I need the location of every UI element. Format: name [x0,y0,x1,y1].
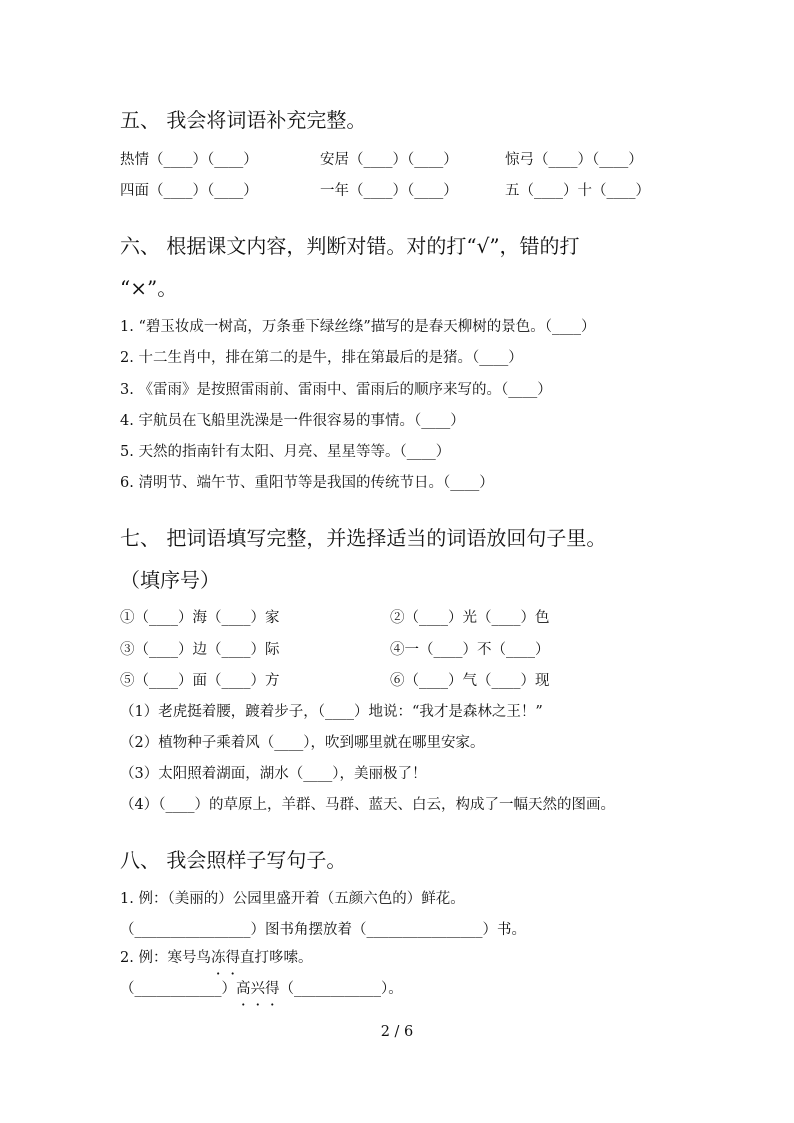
s8-ex2-fill-b: （____________）。 [279,981,403,997]
s7-word-5: ⑤（____）面（____）方 [120,673,280,689]
s6-item-3: 3. 《雷雨》是按照雷雨前、雷雨中、雷雨后的顺序来写的。（____） [120,382,552,398]
s6-item-5: 5. 天然的指南针有太阳、月亮、星星等等。（____） [120,444,451,460]
s5-word-2: 安居（____）（____） [320,152,458,168]
s7-sentence-1: （1）老虎挺着腰，踱着步子，（____）地说：“我才是森林之王！” [120,704,543,720]
s5-word-4: 四面（____）（____） [120,183,258,199]
s7-word-3: ③（____）边（____）际 [120,642,280,658]
section-6-title-line1: 六、 根据课文内容，判断对错。对的打“√”，错的打 [120,234,580,258]
s8-ex2-fill-emphasis-1: 高 [236,981,251,997]
s7-word-6: ⑥（____）气（____）现 [390,673,550,689]
s7-sentence-2: （2）植物种子乘着风（____），吹到哪里就在哪里安家。 [120,735,485,751]
s7-word-2: ②（____）光（____）色 [390,610,550,626]
s5-word-5: 一年（____）（____） [320,183,458,199]
s8-ex2-pre: 2. 例：寒号鸟 [120,950,211,966]
s6-item-4: 4. 宇航员在飞船里洗澡是一件很容易的事情。（____） [120,413,465,429]
s8-ex2-emphasis-2: 得 [225,950,240,966]
page-number: 2 / 6 [380,1024,414,1040]
s6-item-6: 6. 清明节、端午节、重阳节等是我国的传统节日。（____） [120,475,494,491]
s8-example-1-fill: （________________）图书角摆放着（________________）书。 [120,922,526,938]
s5-word-3: 惊弓（____）（____） [505,152,643,168]
section-6-title-line2: “×”。 [120,276,178,300]
s8-example-2-fill [120,982,403,997]
s8-ex2-fill-a: （____________） [120,981,236,997]
s7-word-4: ④一（____）不（____） [390,642,550,658]
s8-example-2 [120,951,312,966]
s7-word-1: ①（____）海（____）家 [120,610,280,626]
s8-example-1: 1. 例：（美丽的）公园里盛开着（五颜六色的）鲜花。 [120,891,465,907]
s5-word-1: 热情（____）（____） [120,152,258,168]
section-5-title: 五、 我会将词语补充完整。 [120,108,367,132]
s5-word-6: 五（____）十（____） [505,183,650,199]
s8-ex2-emphasis-1: 冻 [210,950,226,966]
s6-item-2: 2. 十二生肖中，排在第二的是牛，排在第最后的是猪。（____） [120,350,523,366]
s7-sentence-4: （4）（____）的草原上，羊群、马群、蓝天、白云，构成了一幅天然的图画。 [120,797,615,813]
s8-ex2-post: 直打哆嗦。 [239,950,313,966]
section-7-title-line1: 七、 把词语填写完整，并选择适当的词语放回句子里。 [120,526,607,550]
s7-sentence-3: （3）太阳照着湖面，湖水（____），美丽极了！ [120,766,427,782]
s6-item-1: 1. “碧玉妆成一树高，万条垂下绿丝绦”描写的是春天柳树的景色。（____） [120,319,596,335]
s8-ex2-fill-emphasis-2: 兴 [250,981,265,997]
section-8-title: 八、 我会照样子写句子。 [120,848,347,872]
section-7-title-line2: （填序号） [120,568,220,592]
s8-ex2-fill-emphasis-3: 得 [265,981,280,997]
